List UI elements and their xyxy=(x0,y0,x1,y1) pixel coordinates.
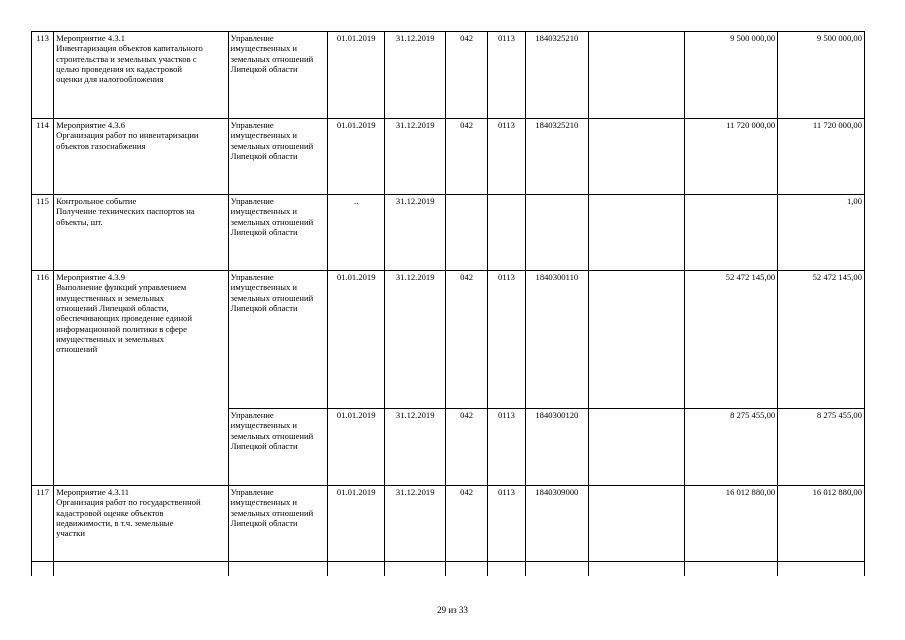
rzpr-code: 0113 xyxy=(487,119,525,195)
rzpr-code xyxy=(487,195,525,271)
csr-code: 1840300110 xyxy=(526,271,589,409)
csr-code: 1840325210 xyxy=(526,119,589,195)
amount-cell: 52 472 145,00 xyxy=(685,271,778,409)
rzpr-code: 0113 xyxy=(487,486,525,562)
table-row xyxy=(32,271,865,409)
amount-cell: 9 500 000,00 xyxy=(685,32,778,119)
end-date: 31.12.2019 xyxy=(384,195,446,271)
vr-code xyxy=(588,195,685,271)
activity-description: обеспечивающих проведение единой xyxy=(56,313,192,324)
grbs-code xyxy=(446,195,487,271)
activity-description: Организация работ по инвентаризации xyxy=(56,130,199,141)
amount-cell: 16 012 880,00 xyxy=(685,486,778,562)
start-date: .. xyxy=(328,195,384,271)
total-amount: 9 500 000,00 xyxy=(778,32,865,119)
row-number: 117 xyxy=(32,486,54,562)
responsible-org: Управление имущественных и земельных отношений Липецкой области xyxy=(228,486,328,562)
responsible-org: Управление имущественных и земельных отношений Липецкой области xyxy=(228,119,328,195)
activity-description: объекты, шт. xyxy=(56,216,103,227)
activity-description: Выполнение функций управлением xyxy=(56,282,187,293)
vr-code xyxy=(588,32,685,119)
row-number: 116 xyxy=(32,271,54,486)
table-continuation xyxy=(32,562,865,577)
total-amount: 8 275 455,00 xyxy=(778,409,865,486)
activity-description: оценки для налогообложения xyxy=(56,74,164,85)
activity-description: Получение технических паспортов на xyxy=(56,206,195,217)
amount-cell: 8 275 455,00 xyxy=(685,409,778,486)
table-row xyxy=(32,486,865,562)
rzpr-code: 0113 xyxy=(487,409,525,486)
activity-description: недвижимости, в т.ч. земельные xyxy=(56,517,174,528)
amount-cell xyxy=(685,195,778,271)
total-amount: 11 720 000,00 xyxy=(778,119,865,195)
rzpr-code: 0113 xyxy=(487,271,525,409)
activity-description: целью проведения их кадастровой xyxy=(56,63,183,74)
activity-cell xyxy=(54,119,228,195)
activity-title: Мероприятие 4.3.6 xyxy=(56,120,126,130)
csr-code: 1840325210 xyxy=(526,32,589,119)
responsible-org: Управление имущественных и земельных отношений Липецкой области xyxy=(228,195,328,271)
csr-code: 1840300120 xyxy=(526,409,589,486)
activity-cell xyxy=(54,32,228,119)
row-number: 115 xyxy=(32,195,54,271)
vr-code xyxy=(588,271,685,409)
vr-code xyxy=(588,409,685,486)
activity-title: Контрольное событие xyxy=(56,196,137,206)
start-date: 01.01.2019 xyxy=(328,486,384,562)
row-number: 113 xyxy=(32,32,54,119)
end-date: 31.12.2019 xyxy=(384,271,446,409)
amount-cell: 11 720 000,00 xyxy=(685,119,778,195)
activity-description: Организация работ по государственной xyxy=(56,497,201,508)
activity-title: Мероприятие 4.3.9 xyxy=(56,272,126,282)
start-date: 01.01.2019 xyxy=(328,119,384,195)
responsible-org: Управление имущественных и земельных отношений Липецкой области xyxy=(228,32,328,119)
activity-description: объектов газоснабжения xyxy=(56,140,146,151)
activity-description: Инвентаризация объектов капитального xyxy=(56,43,203,54)
start-date: 01.01.2019 xyxy=(328,409,384,486)
total-amount: 1,00 xyxy=(778,195,865,271)
responsible-org: Управление имущественных и земельных отношений Липецкой области xyxy=(228,409,328,486)
activity-title: Мероприятие 4.3.1 xyxy=(56,33,126,43)
total-amount: 16 012 880,00 xyxy=(778,486,865,562)
activity-cell xyxy=(54,271,228,486)
activity-description: отношений Липецкой области, xyxy=(56,302,169,313)
grbs-code: 042 xyxy=(446,486,487,562)
csr-code xyxy=(526,195,589,271)
responsible-org: Управление имущественных и земельных отношений Липецкой области xyxy=(228,271,328,409)
grbs-code: 042 xyxy=(446,119,487,195)
end-date: 31.12.2019 xyxy=(384,119,446,195)
activity-description: имущественных и земельных xyxy=(56,292,165,303)
csr-code: 1840309000 xyxy=(526,486,589,562)
grbs-code: 042 xyxy=(446,409,487,486)
vr-code xyxy=(588,119,685,195)
end-date: 31.12.2019 xyxy=(384,486,446,562)
activity-title: Мероприятие 4.3.11 xyxy=(56,487,130,497)
vr-code xyxy=(588,486,685,562)
activity-description: отношений xyxy=(56,344,98,355)
start-date: 01.01.2019 xyxy=(328,271,384,409)
activity-cell xyxy=(54,486,228,562)
rzpr-code: 0113 xyxy=(487,32,525,119)
row-number: 114 xyxy=(32,119,54,195)
end-date: 31.12.2019 xyxy=(384,409,446,486)
activity-cell xyxy=(54,195,228,271)
end-date: 31.12.2019 xyxy=(384,32,446,119)
page-number: 29 из 33 xyxy=(437,605,468,615)
program-activities-table xyxy=(31,31,865,576)
table-row xyxy=(32,32,865,119)
start-date: 01.01.2019 xyxy=(328,32,384,119)
activity-description: кадастровой оценке объектов xyxy=(56,507,164,518)
activity-description: имущественных и земельных xyxy=(56,333,165,344)
activity-description: строительства и земельных участков с xyxy=(56,53,197,64)
total-amount: 52 472 145,00 xyxy=(778,271,865,409)
grbs-code: 042 xyxy=(446,271,487,409)
grbs-code: 042 xyxy=(446,32,487,119)
activity-description: информационной политики в сфере xyxy=(56,323,187,334)
table-row xyxy=(32,195,865,271)
activity-description: участки xyxy=(56,528,85,539)
table-row xyxy=(32,119,865,195)
